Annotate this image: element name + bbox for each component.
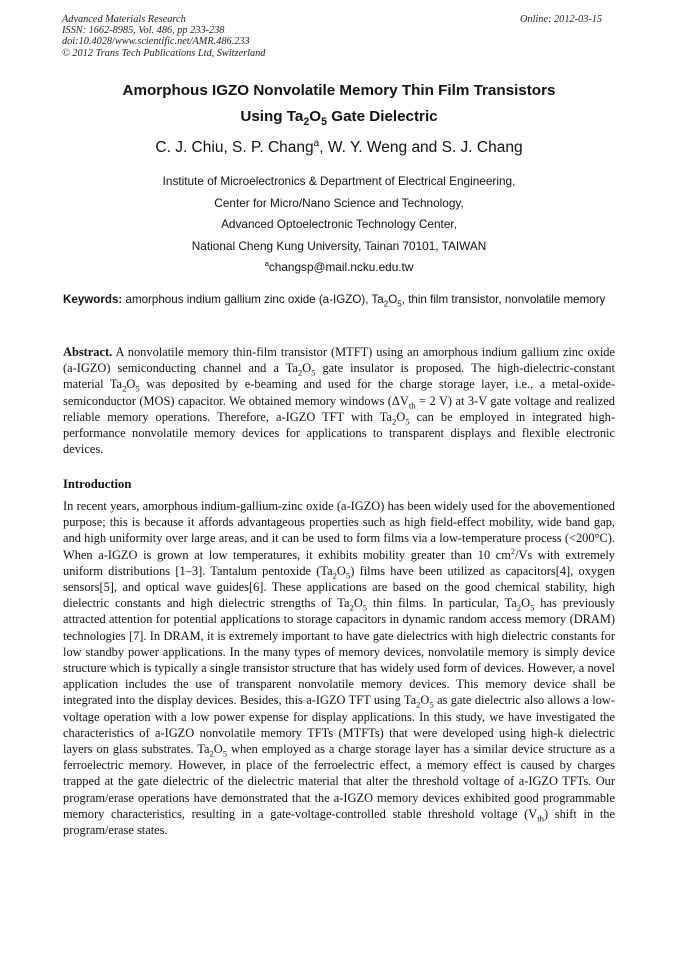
journal-doi: doi:10.4028/www.scientific.net/AMR.486.233 xyxy=(62,36,250,48)
abstract: Abstract. A nonvolatile memory thin-film transistor (MTFT) using an amorphous indium gallium zinc oxide (a-IGZO) semiconducting channel and a $Ta_2O_5$ gate insulator is proposed. The high-dielectric-constant material $Ta_2O_5$ was deposited by e-beaming and used for the charge storage layer, i.e., a metal-oxide-semiconductor (MOS) capacitor. We obtained memory windows ($\Delta V_{th} = 2$ V) at 3-V gate voltage and realized reliable memory operations. Therefore, a-IGZO TFT with $Ta_2O_5$ can be employed in integrated high-performance nonvolatile memory devices for applications to transparent displays and flexible electronic devices. xyxy=(63,345,616,457)
author-list: C. J. Chiu, S. P. Chang$^a$, W. Y. Weng and S. J. Chang xyxy=(155,137,523,156)
paper-title-line1: Amorphous IGZO Nonvolatile Memory Thin Film Transistors xyxy=(122,82,556,99)
affiliation-block xyxy=(40,171,638,279)
journal-name: Advanced Materials Research xyxy=(62,14,186,25)
affiliation-line: Advanced Optoelectronic Technology Center, xyxy=(221,217,457,231)
section-heading-introduction: Introduction xyxy=(63,477,132,491)
contact-email: $^a$changsp@mail.ncku.edu.tw xyxy=(264,259,414,274)
introduction-paragraph: In recent years, amorphous indium-gallium-zinc oxide (a-IGZO) has been widely used for the abovementioned purpose; this is because it affords advantageous properties such as high field-effect mobility, wide band gap, and high uniformity over large areas, and it can be used to form films via a low-temperature process (<200°C). When a-IGZO is grown at low temperatures, it exhibits mobility greater than 10 $cm^2/Vs$ with extremely uniform distributions [1–3]. Tantalum pentoxide $(Ta_2O_5)$ films have been utilized as capacitors[4], oxygen sensors[5], and optical wave guides[6]. These applications are based on the good chemical stability, high dielectric constants and high dielectric strengths of $Ta_2O_5$ thin films. In particular, $Ta_2O_5$ has previously attracted attention for potential applications to storage capacitors in dynamic random access memory (DRAM) technologies [7]. In DRAM, it is extremely important to have gate dielectrics with high dielectric constants for low standby power applications. In the many types of memory devices, nonvolatile memory is simply device structure which is typically a single transistor structure that has widely used form of devices. However, a novel application includes the use of transparent nonvolatile memory devices. This memory device shall be integrated into the display devices. Besides, this a-IGZO TFT using $Ta_2O_5$ as gate dielectric also allows a low-voltage operation with a low power expense for display applications. In this study, we have investigated the characteristics of a-IGZO nonvolatile memory TFTs (MTFTs) that were developed using high-k dielectric layers on glass substrates. $Ta_2O_5$ when employed as a charge storage layer has a similar device structure as a ferroelectric memory. However, in place of the ferroelectric effect, a memory effect is caused by charges trapped at the gate dielectric of the dielectric material that alter the threshold voltage of a-IGZO TFTs. Our program/erase operations have demonstrated that the a-IGZO memory devices exhibited good programmable memory characteristics, resulting in a gate-voltage-controlled stable threshold voltage $(V_{th})$ shift in the program/erase states. xyxy=(63,499,616,838)
online-date: Online: 2012-03-15 xyxy=(520,14,603,25)
affiliation-line: National Cheng Kung University, Tainan 70101, TAIWAN xyxy=(191,238,487,253)
affiliation-line: Center for Micro/Nano Science and Technology, xyxy=(214,195,464,210)
abstract-label: Abstract. xyxy=(63,345,113,359)
journal-copyright: © 2012 Trans Tech Publications Ltd, Switzerland xyxy=(62,47,266,59)
keywords: Keywords: amorphous indium gallium zinc oxide (a-IGZO), $Ta_2O_5$, thin film transistor, nonvolatile memory xyxy=(63,293,606,309)
affiliation-line: Institute of Microelectronics & Department of Electrical Engineering, xyxy=(162,174,516,188)
paper-title-line2: Using $Ta_2O_5$ Gate Dielectric xyxy=(240,108,438,129)
keywords-label: Keywords: xyxy=(63,293,123,306)
journal-issn: ISSN: 1662-8985, Vol. 486, pp 233-238 xyxy=(62,25,225,37)
journal-header xyxy=(62,14,265,59)
